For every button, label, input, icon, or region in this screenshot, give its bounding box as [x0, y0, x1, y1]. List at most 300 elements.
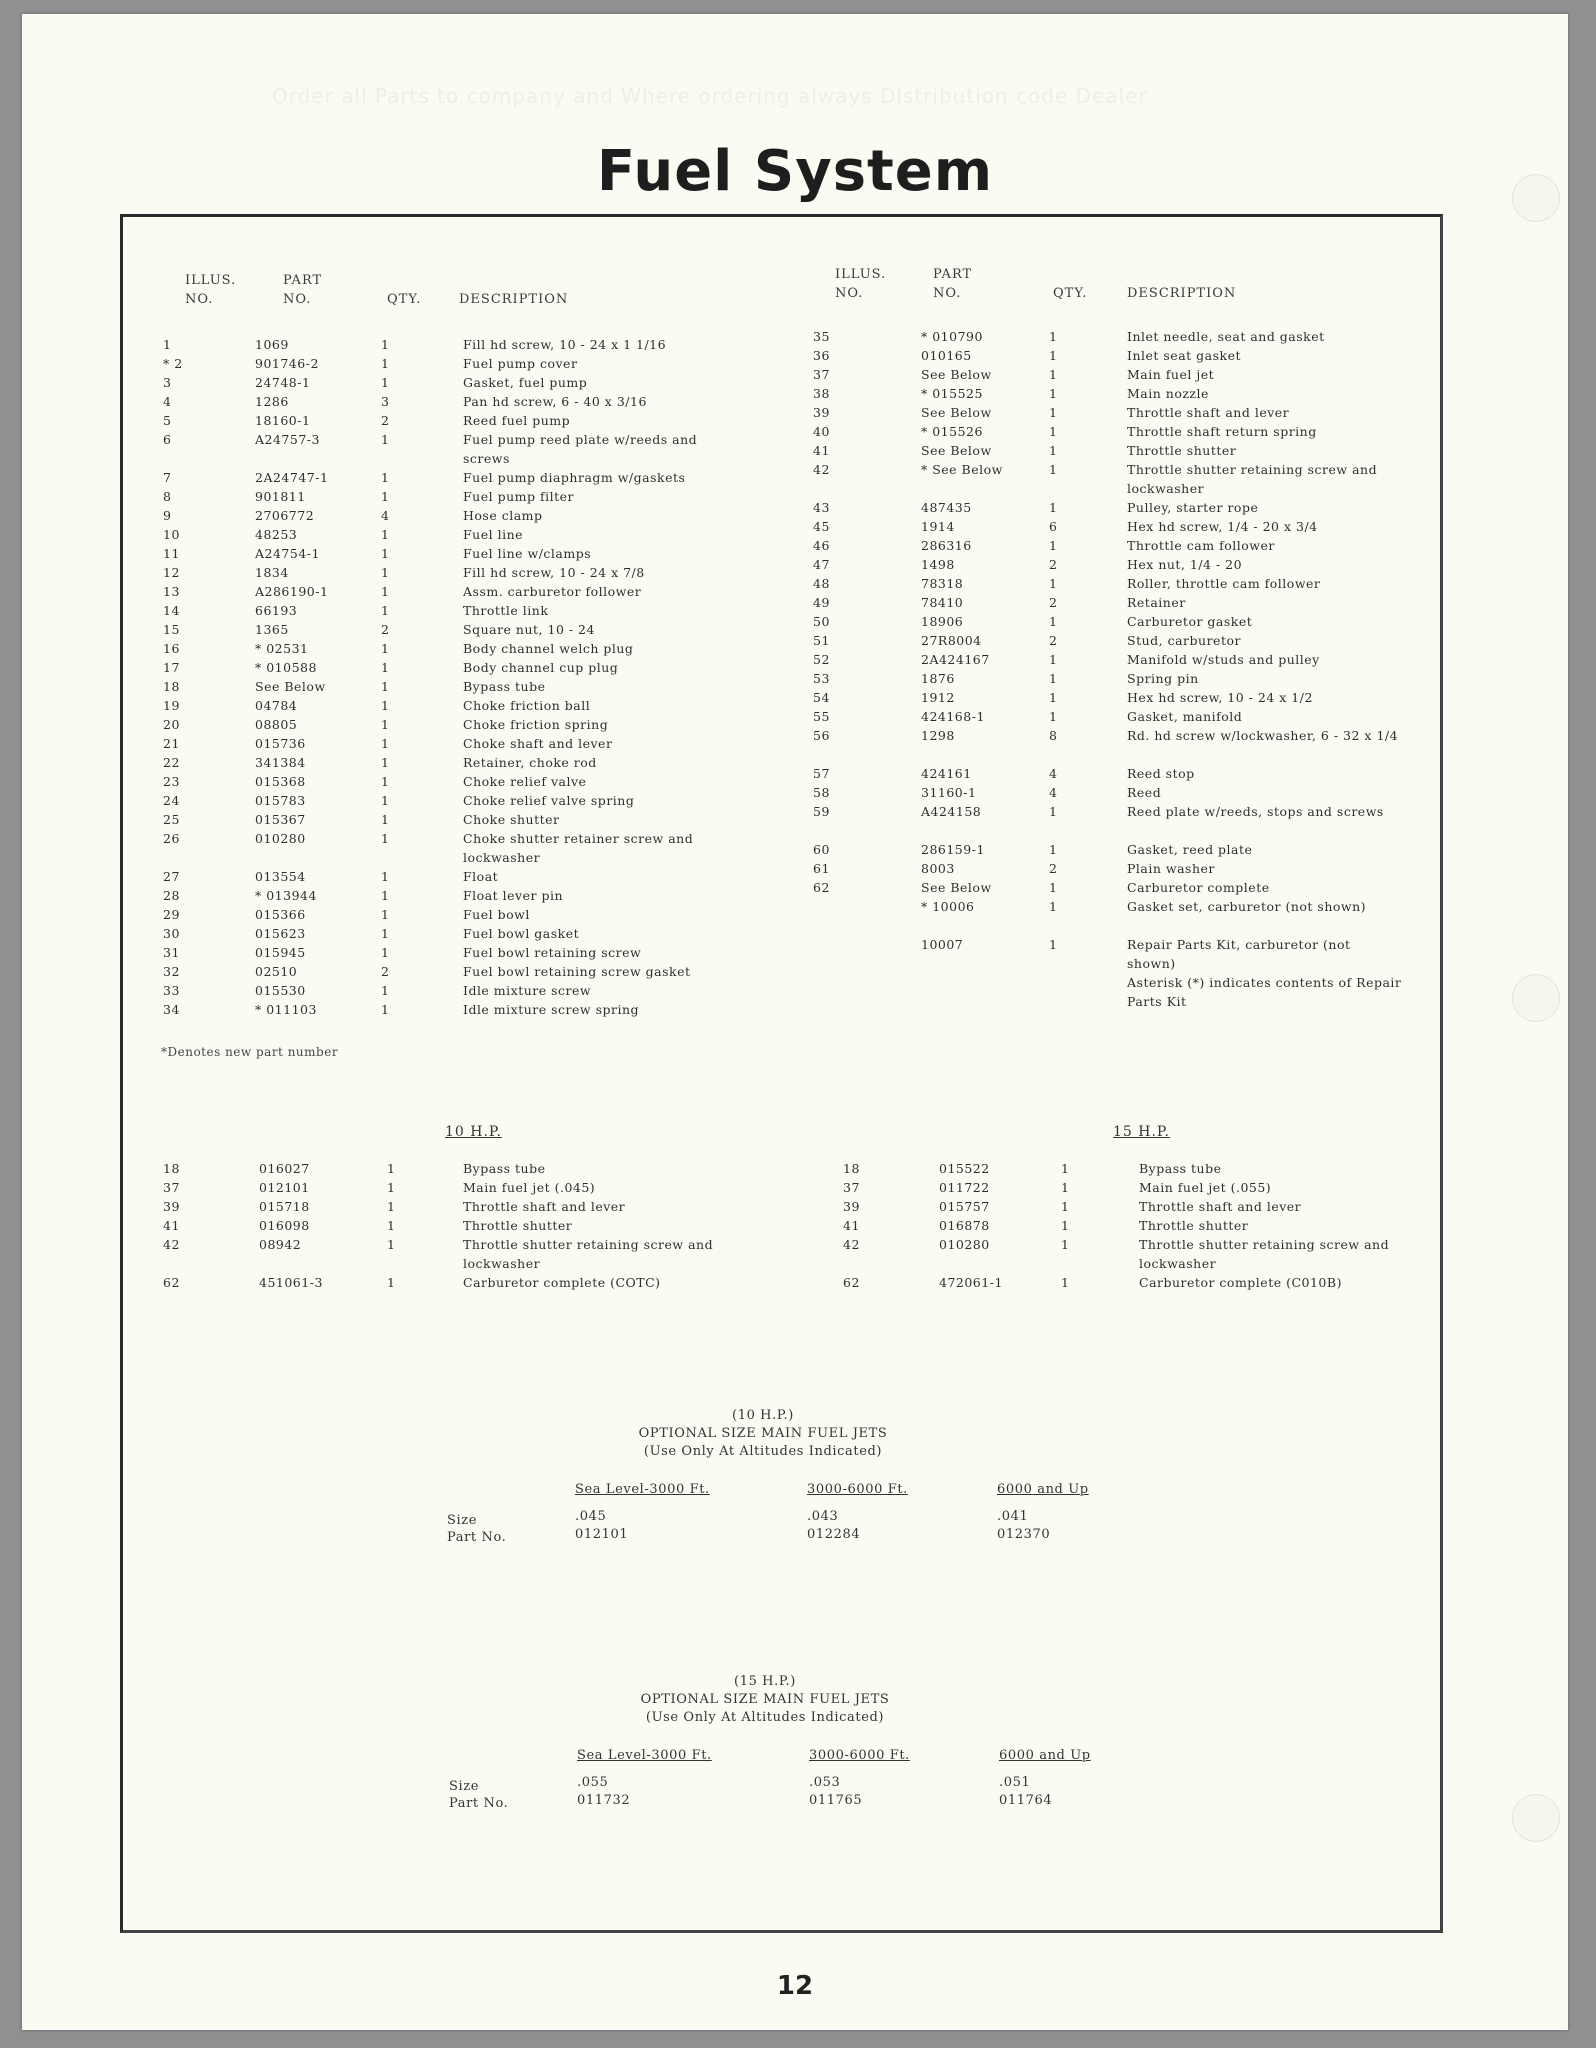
qty-cell: 2 [1049, 861, 1058, 876]
table-row [813, 859, 1413, 878]
qty-cell: 1 [381, 641, 390, 656]
illus-no-cell: 41 [843, 1218, 860, 1233]
parts-table-right [813, 327, 1413, 1011]
table-row [163, 829, 723, 867]
qty-cell: 6 [1049, 519, 1058, 534]
jets15-part-6000-up: 011764 [999, 1793, 1053, 1808]
table-row [163, 468, 723, 487]
description-cell: Fill hd screw, 10 - 24 x 1 1/16 [463, 337, 667, 352]
illus-no-cell: 56 [813, 728, 830, 743]
part-no-cell: 451061-3 [259, 1275, 323, 1290]
table-row [813, 365, 1413, 384]
description-cell: Idle mixture screw spring [463, 1002, 640, 1017]
header-qty: QTY. [387, 292, 422, 307]
qty-cell: 1 [1061, 1275, 1070, 1290]
description-cell: Bypass tube [1139, 1161, 1222, 1176]
table-row [163, 639, 723, 658]
description-cell: Fuel bowl [463, 907, 530, 922]
part-no-cell: 286316 [921, 538, 972, 553]
description-cell: Throttle cam follower [1127, 538, 1275, 553]
description-cell: Throttle shaft and lever [1139, 1199, 1302, 1214]
illus-no-cell: 37 [163, 1180, 180, 1195]
description-cell: Throttle shaft and lever [1127, 405, 1290, 420]
illus-no-cell: 43 [813, 500, 830, 515]
description-cell: Reed plate w/reeds, stops and screws [1127, 804, 1384, 819]
part-no-cell: * See Below [921, 462, 1003, 477]
table-row [813, 973, 1413, 1011]
part-no-cell: 10007 [921, 937, 964, 952]
illus-no-cell: 1 [163, 337, 172, 352]
table-row [813, 384, 1413, 403]
hp15-heading: 15 H.P. [1113, 1124, 1170, 1140]
description-cell: Pan hd screw, 6 - 40 x 3/16 [463, 394, 647, 409]
table-row [813, 935, 1413, 973]
part-no-cell: 78318 [921, 576, 964, 591]
qty-cell: 1 [1049, 804, 1058, 819]
table-row [843, 1159, 1443, 1178]
part-no-cell: 24748-1 [255, 375, 311, 390]
description-cell: Gasket, manifold [1127, 709, 1243, 724]
illus-no-cell: 37 [843, 1180, 860, 1195]
table-row [163, 563, 723, 582]
part-no-cell: 31160-1 [921, 785, 977, 800]
qty-cell: 1 [381, 546, 390, 561]
illus-no-cell: 18 [163, 1161, 180, 1176]
qty-cell: 1 [381, 888, 390, 903]
hp10-heading: 10 H.P. [445, 1124, 502, 1140]
table-row [813, 612, 1413, 631]
part-no-cell: 010280 [939, 1237, 990, 1252]
description-cell: Carburetor complete (COTC) [463, 1275, 661, 1290]
description-cell: Main fuel jet [1127, 367, 1215, 382]
jets15-block [365, 1673, 1165, 1813]
illus-no-cell: 58 [813, 785, 830, 800]
qty-cell: 1 [1049, 386, 1058, 401]
table-row [163, 772, 723, 791]
table-row [813, 327, 1413, 346]
description-cell: Main nozzle [1127, 386, 1209, 401]
description-cell: Square nut, 10 - 24 [463, 622, 595, 637]
table-row [163, 1159, 763, 1178]
illus-no-cell: 48 [813, 576, 830, 591]
part-no-cell: 015367 [255, 812, 306, 827]
part-no-cell: 2A424167 [921, 652, 990, 667]
qty-cell: 1 [1061, 1218, 1070, 1233]
table-row [813, 669, 1413, 688]
qty-cell: 1 [1049, 348, 1058, 363]
qty-cell: 1 [381, 584, 390, 599]
jets15-subtitle: (Use Only At Altitudes Indicated) [645, 1710, 885, 1725]
illus-no-cell: 11 [163, 546, 180, 561]
qty-cell: 1 [381, 432, 390, 447]
illus-no-cell: 41 [163, 1218, 180, 1233]
qty-cell: 1 [1049, 614, 1058, 629]
description-cell: Fuel line [463, 527, 524, 542]
table-row [163, 544, 723, 563]
qty-cell: 1 [381, 793, 390, 808]
description-cell: Throttle shaft return spring [1127, 424, 1317, 439]
description-cell: Reed [1127, 785, 1162, 800]
description-cell: Fuel bowl gasket [463, 926, 580, 941]
table-row [813, 422, 1413, 441]
qty-cell: 1 [1061, 1237, 1070, 1252]
qty-cell: 1 [381, 774, 390, 789]
description-cell: Assm. carburetor follower [463, 584, 642, 599]
description-cell: Choke relief valve spring [463, 793, 635, 808]
illus-no-cell: 62 [813, 880, 830, 895]
qty-cell: 2 [381, 622, 390, 637]
table-row [843, 1235, 1443, 1273]
part-no-cell: 27R8004 [921, 633, 982, 648]
description-cell: Throttle shutter [1127, 443, 1237, 458]
jets10-col-6000-up: 6000 and Up [997, 1482, 1089, 1497]
description-cell: Reed fuel pump [463, 413, 571, 428]
illus-no-cell: 3 [163, 375, 172, 390]
part-no-cell: 015718 [259, 1199, 310, 1214]
qty-cell: 2 [1049, 557, 1058, 572]
illus-no-cell: 54 [813, 690, 830, 705]
part-no-cell: 011722 [939, 1180, 990, 1195]
illus-no-cell: 16 [163, 641, 180, 656]
table-row [163, 1000, 723, 1019]
jets10-size-3000-6000: .043 [807, 1509, 839, 1524]
description-cell: Fuel bowl retaining screw [463, 945, 642, 960]
part-no-cell: 424161 [921, 766, 972, 781]
jets15-part-label: Part No. [449, 1796, 509, 1811]
illus-no-cell: 6 [163, 432, 172, 447]
description-cell: Stud, carburetor [1127, 633, 1241, 648]
description-cell: Carburetor gasket [1127, 614, 1253, 629]
parts-table-left [163, 335, 723, 1019]
illus-no-cell: 50 [813, 614, 830, 629]
qty-cell: 1 [381, 831, 390, 846]
qty-cell: 1 [1049, 462, 1058, 477]
table-row [813, 346, 1413, 365]
description-cell: Hex hd screw, 1/4 - 20 x 3/4 [1127, 519, 1318, 534]
qty-cell: 1 [381, 679, 390, 694]
illus-no-cell: 57 [813, 766, 830, 781]
part-no-cell: 016027 [259, 1161, 310, 1176]
illus-no-cell: 23 [163, 774, 180, 789]
part-no-cell: 18160-1 [255, 413, 311, 428]
description-cell: Choke friction spring [463, 717, 609, 732]
jets15-size-6000-up: .051 [999, 1775, 1031, 1790]
table-row [163, 810, 723, 829]
table-row [163, 373, 723, 392]
jets10-part-label: Part No. [447, 1530, 507, 1545]
table-row [843, 1178, 1443, 1197]
illus-no-cell: 33 [163, 983, 180, 998]
part-no-cell: 286159-1 [921, 842, 985, 857]
illus-no-cell: 28 [163, 888, 180, 903]
table-row [163, 981, 723, 1000]
qty-cell: 1 [387, 1199, 396, 1214]
illus-no-cell: 27 [163, 869, 180, 884]
illus-no-cell: 62 [843, 1275, 860, 1290]
description-cell: Fuel pump reed plate w/reeds and screws [463, 432, 698, 466]
qty-cell: 1 [1049, 671, 1058, 686]
illus-no-cell: 20 [163, 717, 180, 732]
part-no-cell: 015530 [255, 983, 306, 998]
qty-cell: 8 [1049, 728, 1058, 743]
part-no-cell: 487435 [921, 500, 972, 515]
illus-no-cell: 18 [163, 679, 180, 694]
qty-cell: 1 [387, 1275, 396, 1290]
jets10-size-sea-level: .045 [575, 1509, 607, 1524]
illus-no-cell: 17 [163, 660, 180, 675]
illus-no-cell: 39 [163, 1199, 180, 1214]
illus-no-cell: 8 [163, 489, 172, 504]
part-no-cell: 18906 [921, 614, 964, 629]
table-row [163, 525, 723, 544]
table-row [163, 962, 723, 981]
table-row [813, 441, 1413, 460]
description-cell: Retainer, choke rod [463, 755, 597, 770]
description-cell: Plain washer [1127, 861, 1215, 876]
part-no-cell: A286190-1 [255, 584, 329, 599]
qty-cell: 1 [381, 489, 390, 504]
description-cell: Main fuel jet (.045) [463, 1180, 596, 1195]
qty-cell: 1 [381, 565, 390, 580]
jets10-size-6000-up: .041 [997, 1509, 1029, 1524]
part-no-cell: 015623 [255, 926, 306, 941]
qty-cell: 1 [1049, 937, 1058, 952]
illus-no-cell: 52 [813, 652, 830, 667]
jets10-col-sea-level: Sea Level-3000 Ft. [575, 1482, 710, 1497]
qty-cell: 1 [381, 337, 390, 352]
part-no-cell: 48253 [255, 527, 298, 542]
part-no-cell: See Below [921, 405, 992, 420]
table-row [163, 487, 723, 506]
table-row [163, 867, 723, 886]
jets10-part-6000-up: 012370 [997, 1527, 1051, 1542]
description-cell: Roller, throttle cam follower [1127, 576, 1321, 591]
description-cell: Reed stop [1127, 766, 1195, 781]
qty-cell: 1 [1049, 576, 1058, 591]
table-row [163, 658, 723, 677]
table-row [163, 1197, 763, 1216]
table-row [163, 677, 723, 696]
table-row [163, 791, 723, 810]
qty-cell: 1 [1049, 538, 1058, 553]
qty-cell: 1 [381, 926, 390, 941]
table-row [163, 506, 723, 525]
part-no-cell: 015945 [255, 945, 306, 960]
description-cell: Choke shutter retainer screw and lockwasher [463, 831, 694, 865]
qty-cell: 4 [1049, 766, 1058, 781]
illus-no-cell: 40 [813, 424, 830, 439]
qty-cell: 1 [381, 869, 390, 884]
table-row [843, 1216, 1443, 1235]
part-no-cell: 02510 [255, 964, 298, 979]
illus-no-cell: 29 [163, 907, 180, 922]
part-no-cell: 1498 [921, 557, 955, 572]
table-row [813, 802, 1413, 840]
description-cell: Pulley, starter rope [1127, 500, 1259, 515]
description-cell: Gasket, fuel pump [463, 375, 588, 390]
description-cell: Gasket set, carburetor (not shown) [1127, 899, 1367, 914]
qty-cell: 1 [1061, 1199, 1070, 1214]
part-no-cell: * 010790 [921, 329, 983, 344]
description-cell: Choke shaft and lever [463, 736, 613, 751]
illus-no-cell: 45 [813, 519, 830, 534]
table-row [163, 620, 723, 639]
part-no-cell: 010165 [921, 348, 972, 363]
description-cell: Bypass tube [463, 1161, 546, 1176]
description-cell: Gasket, reed plate [1127, 842, 1253, 857]
description-cell: Spring pin [1127, 671, 1199, 686]
jets15-col-6000-up: 6000 and Up [999, 1748, 1091, 1763]
description-cell: Float lever pin [463, 888, 563, 903]
description-cell: Inlet needle, seat and gasket [1127, 329, 1325, 344]
part-no-cell: 78410 [921, 595, 964, 610]
table-row [843, 1273, 1443, 1292]
part-no-cell: 424168-1 [921, 709, 985, 724]
description-cell: Body channel welch plug [463, 641, 634, 656]
table-row [163, 601, 723, 620]
description-cell: Hex hd screw, 10 - 24 x 1/2 [1127, 690, 1313, 705]
illus-no-cell: * 2 [163, 356, 183, 371]
table-row [813, 707, 1413, 726]
illus-no-cell: 59 [813, 804, 830, 819]
qty-cell: 1 [381, 983, 390, 998]
illus-no-cell: 32 [163, 964, 180, 979]
description-cell: Fill hd screw, 10 - 24 x 7/8 [463, 565, 645, 580]
part-no-cell: 015366 [255, 907, 306, 922]
description-cell: Idle mixture screw [463, 983, 592, 998]
description-cell: Fuel pump diaphragm w/gaskets [463, 470, 686, 485]
qty-cell: 1 [1049, 405, 1058, 420]
part-no-cell: 1834 [255, 565, 289, 580]
table-row [813, 897, 1413, 935]
part-no-cell: 8003 [921, 861, 955, 876]
table-row [813, 574, 1413, 593]
jets15-size-sea-level: .055 [577, 1775, 609, 1790]
table-row [843, 1197, 1443, 1216]
jets10-col-3000-6000: 3000-6000 Ft. [807, 1482, 908, 1497]
qty-cell: 1 [1061, 1161, 1070, 1176]
table-row [163, 411, 723, 430]
part-no-cell: 1365 [255, 622, 289, 637]
qty-cell: 1 [381, 1002, 390, 1017]
part-no-cell: 1876 [921, 671, 955, 686]
part-no-cell: A424158 [921, 804, 982, 819]
description-cell: Hex nut, 1/4 - 20 [1127, 557, 1243, 572]
table-row [813, 460, 1413, 498]
jets10-part-sea-level: 012101 [575, 1527, 629, 1542]
table-row [813, 650, 1413, 669]
part-no-cell: 015757 [939, 1199, 990, 1214]
table-row [163, 1216, 763, 1235]
illus-no-cell: 30 [163, 926, 180, 941]
part-no-cell: * 015526 [921, 424, 983, 439]
qty-cell: 1 [1049, 443, 1058, 458]
illus-no-cell: 47 [813, 557, 830, 572]
table-row [813, 764, 1413, 783]
description-cell: Fuel bowl retaining screw gasket [463, 964, 691, 979]
page-title: Fuel System [596, 139, 994, 204]
table-row [163, 734, 723, 753]
description-cell: Choke relief valve [463, 774, 587, 789]
table-row [813, 878, 1413, 897]
part-no-cell: 08805 [255, 717, 298, 732]
table-row [163, 696, 723, 715]
table-row [163, 715, 723, 734]
description-cell: Body channel cup plug [463, 660, 619, 675]
description-cell: Asterisk (*) indicates contents of Repair Parts Kit [1127, 975, 1402, 1009]
table-row [163, 1178, 763, 1197]
binder-hole [1512, 1794, 1560, 1842]
description-cell: Carburetor complete (C010B) [1139, 1275, 1342, 1290]
part-no-cell: 015368 [255, 774, 306, 789]
table-row [813, 688, 1413, 707]
description-cell: Manifold w/studs and pulley [1127, 652, 1320, 667]
illus-no-cell: 62 [163, 1275, 180, 1290]
illus-no-cell: 39 [843, 1199, 860, 1214]
description-cell: Rd. hd screw w/lockwasher, 6 - 32 x 1/4 [1127, 728, 1399, 743]
illus-no-cell: 9 [163, 508, 172, 523]
illus-no-cell: 37 [813, 367, 830, 382]
illus-no-cell: 38 [813, 386, 830, 401]
binder-hole [1512, 974, 1560, 1022]
jets15-col-3000-6000: 3000-6000 Ft. [809, 1748, 910, 1763]
description-cell: Main fuel jet (.055) [1139, 1180, 1272, 1195]
description-cell: Throttle shutter retaining screw and lockwasher [1139, 1237, 1390, 1271]
illus-no-cell: 53 [813, 671, 830, 686]
qty-cell: 1 [387, 1161, 396, 1176]
header-illus-no: ILLUS. NO. [835, 267, 887, 301]
jets15-size-label: Size [449, 1779, 480, 1794]
bleed-through-text: Order all Parts to company and Where ordering always Distribution code Dealer [272, 84, 1148, 108]
table-row [813, 726, 1413, 764]
qty-cell: 1 [1049, 329, 1058, 344]
jets10-hp: (10 H.P.) [732, 1408, 794, 1423]
part-no-cell: * 011103 [255, 1002, 317, 1017]
qty-cell: 1 [381, 698, 390, 713]
illus-no-cell: 31 [163, 945, 180, 960]
qty-cell: 1 [1049, 367, 1058, 382]
illus-no-cell: 42 [813, 462, 830, 477]
illus-no-cell: 21 [163, 736, 180, 751]
illus-no-cell: 24 [163, 793, 180, 808]
table-row [813, 403, 1413, 422]
table-row [813, 536, 1413, 555]
table-row [163, 582, 723, 601]
description-cell: Fuel pump filter [463, 489, 574, 504]
qty-cell: 4 [1049, 785, 1058, 800]
part-no-cell: * 02531 [255, 641, 309, 656]
jets10-part-3000-6000: 012284 [807, 1527, 861, 1542]
illus-no-cell: 42 [843, 1237, 860, 1252]
jets15-col-sea-level: Sea Level-3000 Ft. [577, 1748, 712, 1763]
description-cell: Repair Parts Kit, carburetor (not shown) [1127, 937, 1351, 971]
part-no-cell: 016098 [259, 1218, 310, 1233]
qty-cell: 1 [381, 356, 390, 371]
illus-no-cell: 13 [163, 584, 180, 599]
table-row [813, 631, 1413, 650]
part-no-cell: 472061-1 [939, 1275, 1003, 1290]
part-no-cell: * 013944 [255, 888, 317, 903]
part-no-cell: 66193 [255, 603, 298, 618]
part-no-cell: 013554 [255, 869, 306, 884]
jets15-title: OPTIONAL SIZE MAIN FUEL JETS [640, 1692, 890, 1707]
qty-cell: 1 [387, 1218, 396, 1233]
description-cell: Hose clamp [463, 508, 543, 523]
qty-cell: 1 [1061, 1180, 1070, 1195]
illus-no-cell: 41 [813, 443, 830, 458]
header-description: DESCRIPTION [459, 292, 569, 307]
jets15-part-3000-6000: 011765 [809, 1793, 863, 1808]
